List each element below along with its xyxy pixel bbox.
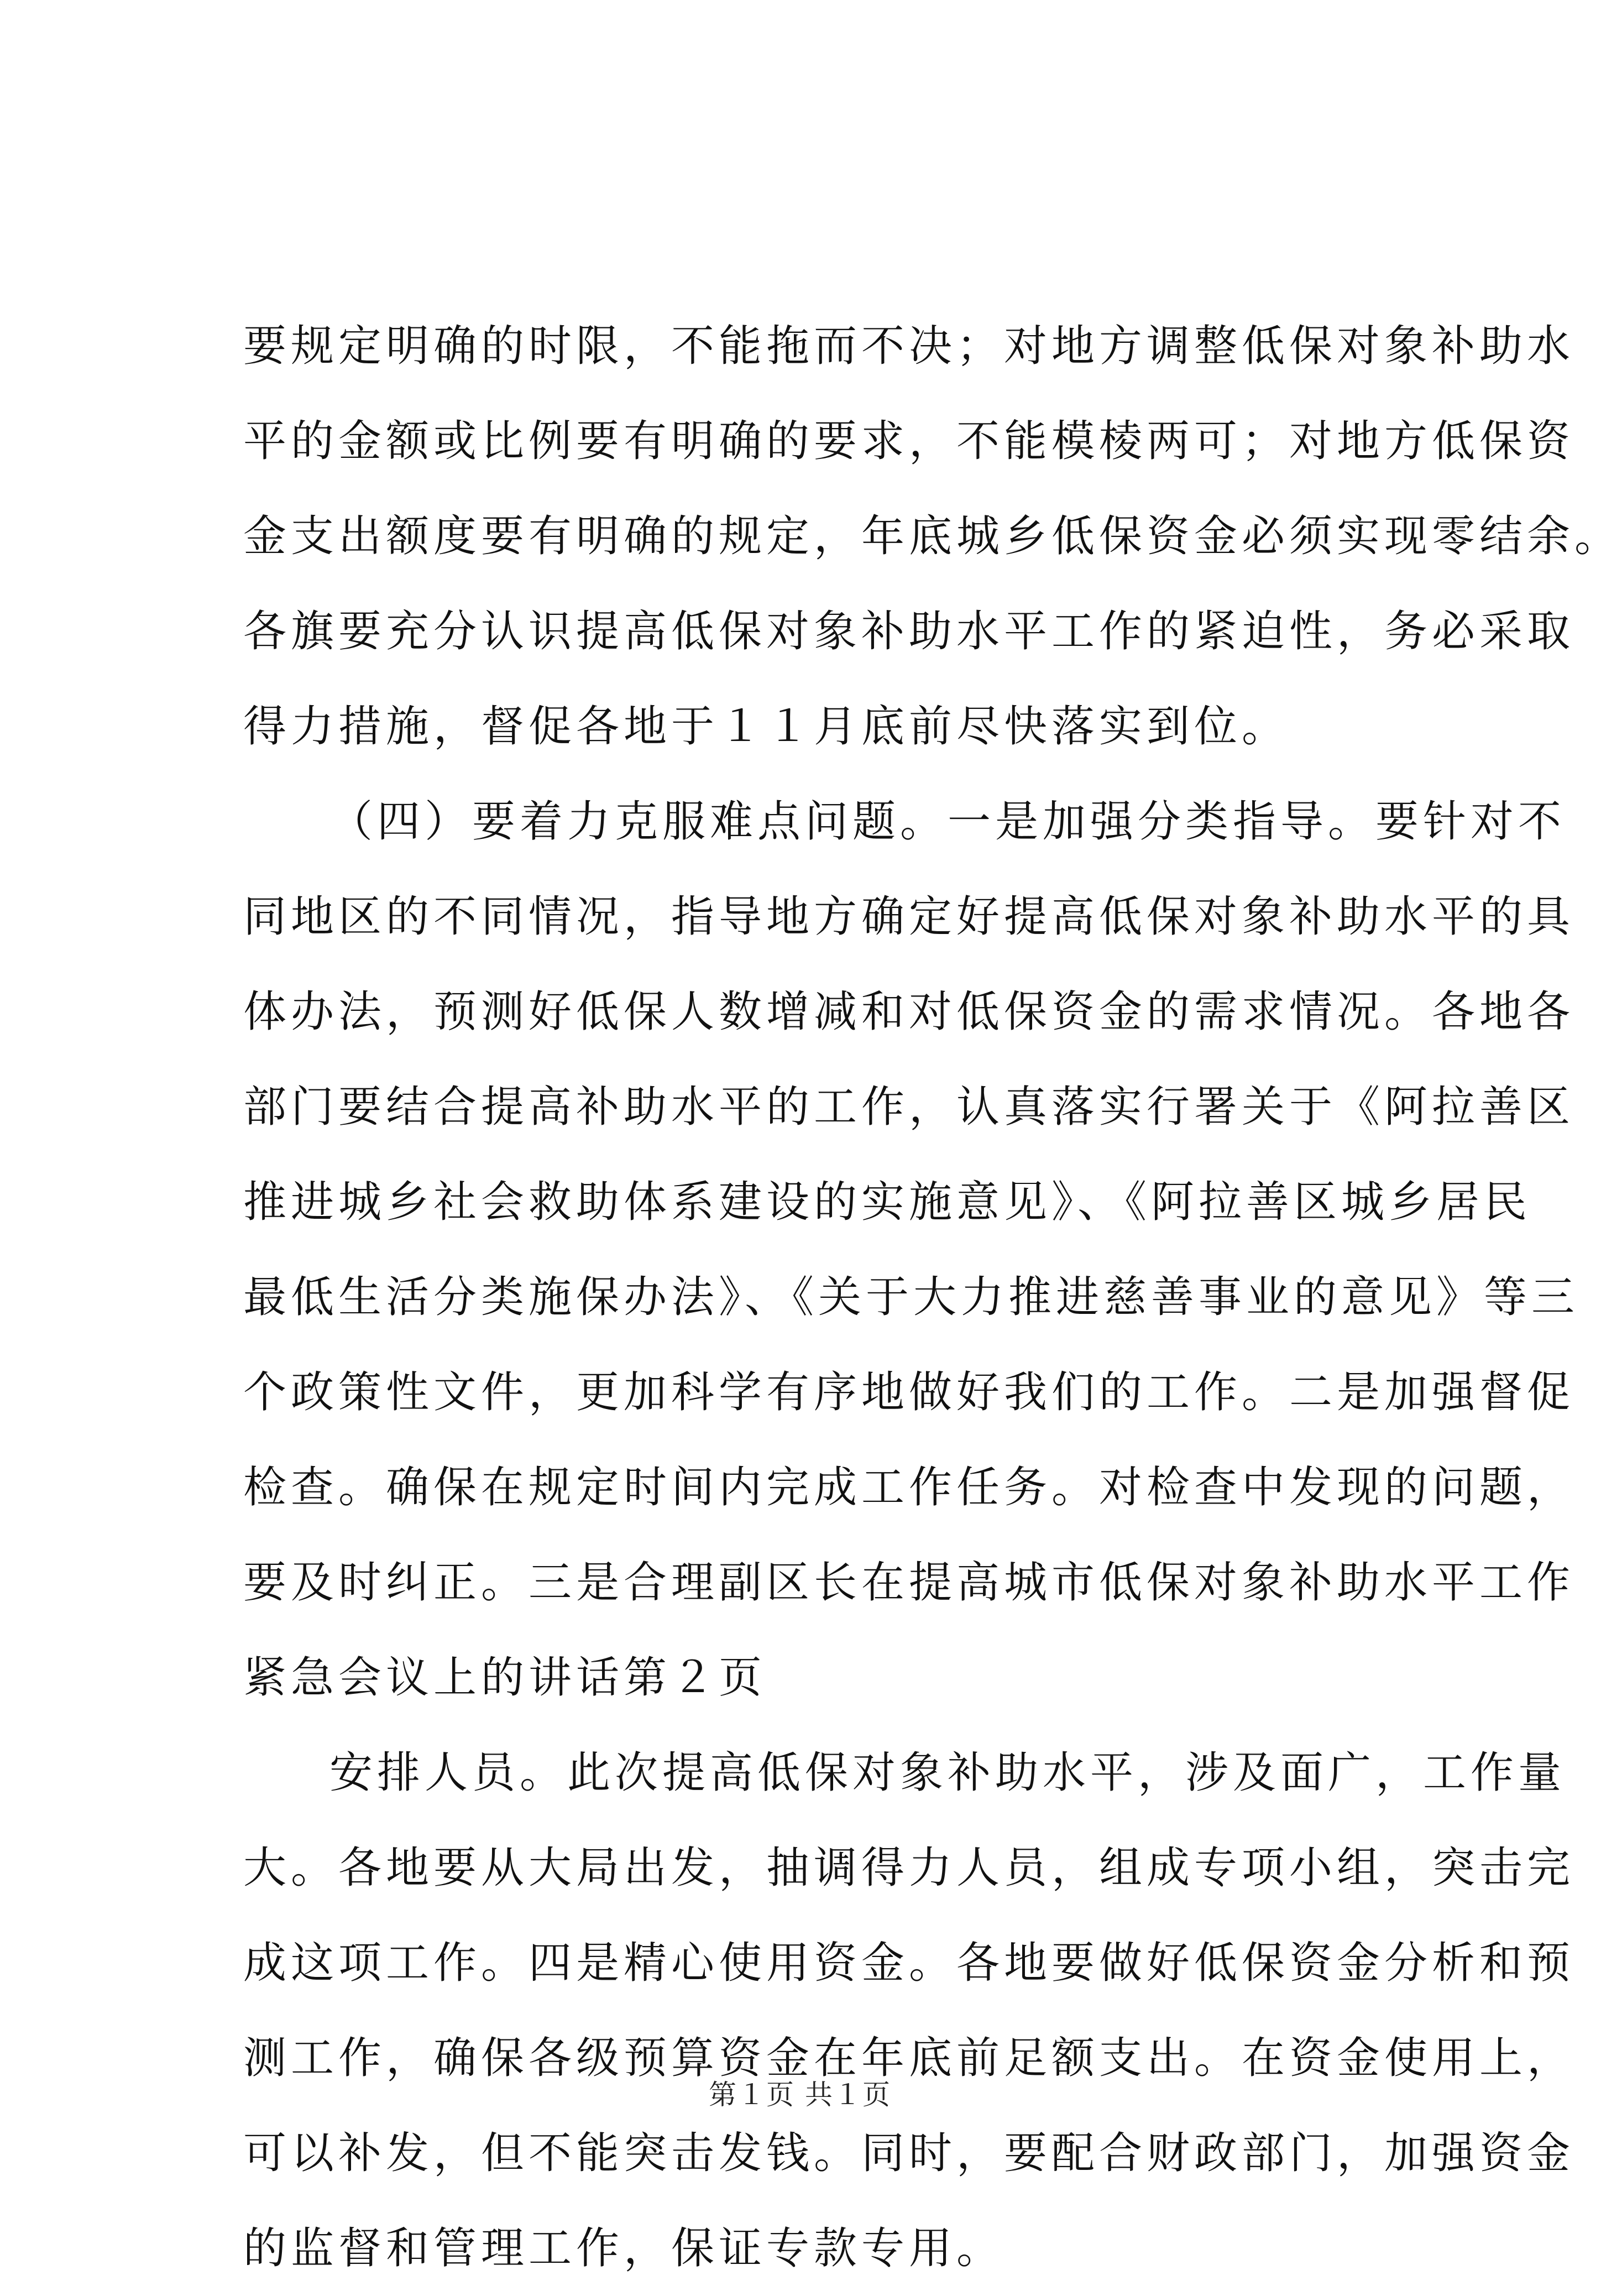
text-line: 可以补发，但不能突击发钱。同时，要配合财政部门，加强资金 (243, 2128, 1575, 2178)
text-line: 大。各地要从大局出发，抽调得力人员，组成专项小组，突击完 (243, 1843, 1575, 1893)
text-line: 的监督和管理工作，保证专款专用。 (243, 2224, 1004, 2273)
text-line: 测工作，确保各级预算资金在年底前足额支出。在资金使用上， (243, 2033, 1575, 2083)
page-footer: 第１页 共１页 (709, 2079, 891, 2111)
text-line: 各旗要充分认识提高低保对象补助水平工作的紧迫性，务必采取 (243, 607, 1575, 656)
text-line: 要规定明确的时限，不能拖而不决；对地方调整低保对象补助水 (243, 321, 1575, 371)
text-line: 紧急会议上的讲话第２页 (243, 1653, 767, 1703)
text-line: 体办法，预测好低保人数增减和对低保资金的需求情况。各地各 (243, 987, 1575, 1037)
text-line: 要及时纠正。三是合理副区长在提高城市低保对象补助水平工作 (243, 1558, 1575, 1608)
text-line: 推进城乡社会救助体系建设的实施意见》、《阿拉善区城乡居民 (243, 1177, 1532, 1227)
text-line: 检查。确保在规定时间内完成工作任务。对检查中发现的问题， (243, 1463, 1575, 1512)
text-line: 同地区的不同情况，指导地方确定好提高低保对象补助水平的具 (243, 892, 1575, 942)
text-line: 成这项工作。四是精心使用资金。各地要做好低保资金分析和预 (243, 1938, 1575, 1988)
text-line: 金支出额度要有明确的规定，年底城乡低保资金必须实现零结余。 (243, 512, 1622, 561)
text-line: 个政策性文件，更加科学有序地做好我们的工作。二是加强督促 (243, 1368, 1575, 1417)
text-line: 平的金额或比例要有明确的要求，不能模棱两可；对地方低保资 (243, 416, 1575, 466)
paragraph-start-line: 安排人员。此次提高低保对象补助水平，涉及面广，工作量 (329, 1748, 1566, 1798)
text-line: 最低生活分类施保办法》、《关于大力推进慈善事业的意见》等三 (243, 1272, 1579, 1322)
text-line: 部门要结合提高补助水平的工作，认真落实行署关于《阿拉善区 (243, 1082, 1575, 1132)
text-line: 得力措施，督促各地于１１月底前尽快落实到位。 (243, 702, 1290, 752)
paragraph-start-line: （四）要着力克服难点问题。一是加强分类指导。要针对不 (329, 797, 1566, 847)
document-body (243, 299, 1622, 2296)
